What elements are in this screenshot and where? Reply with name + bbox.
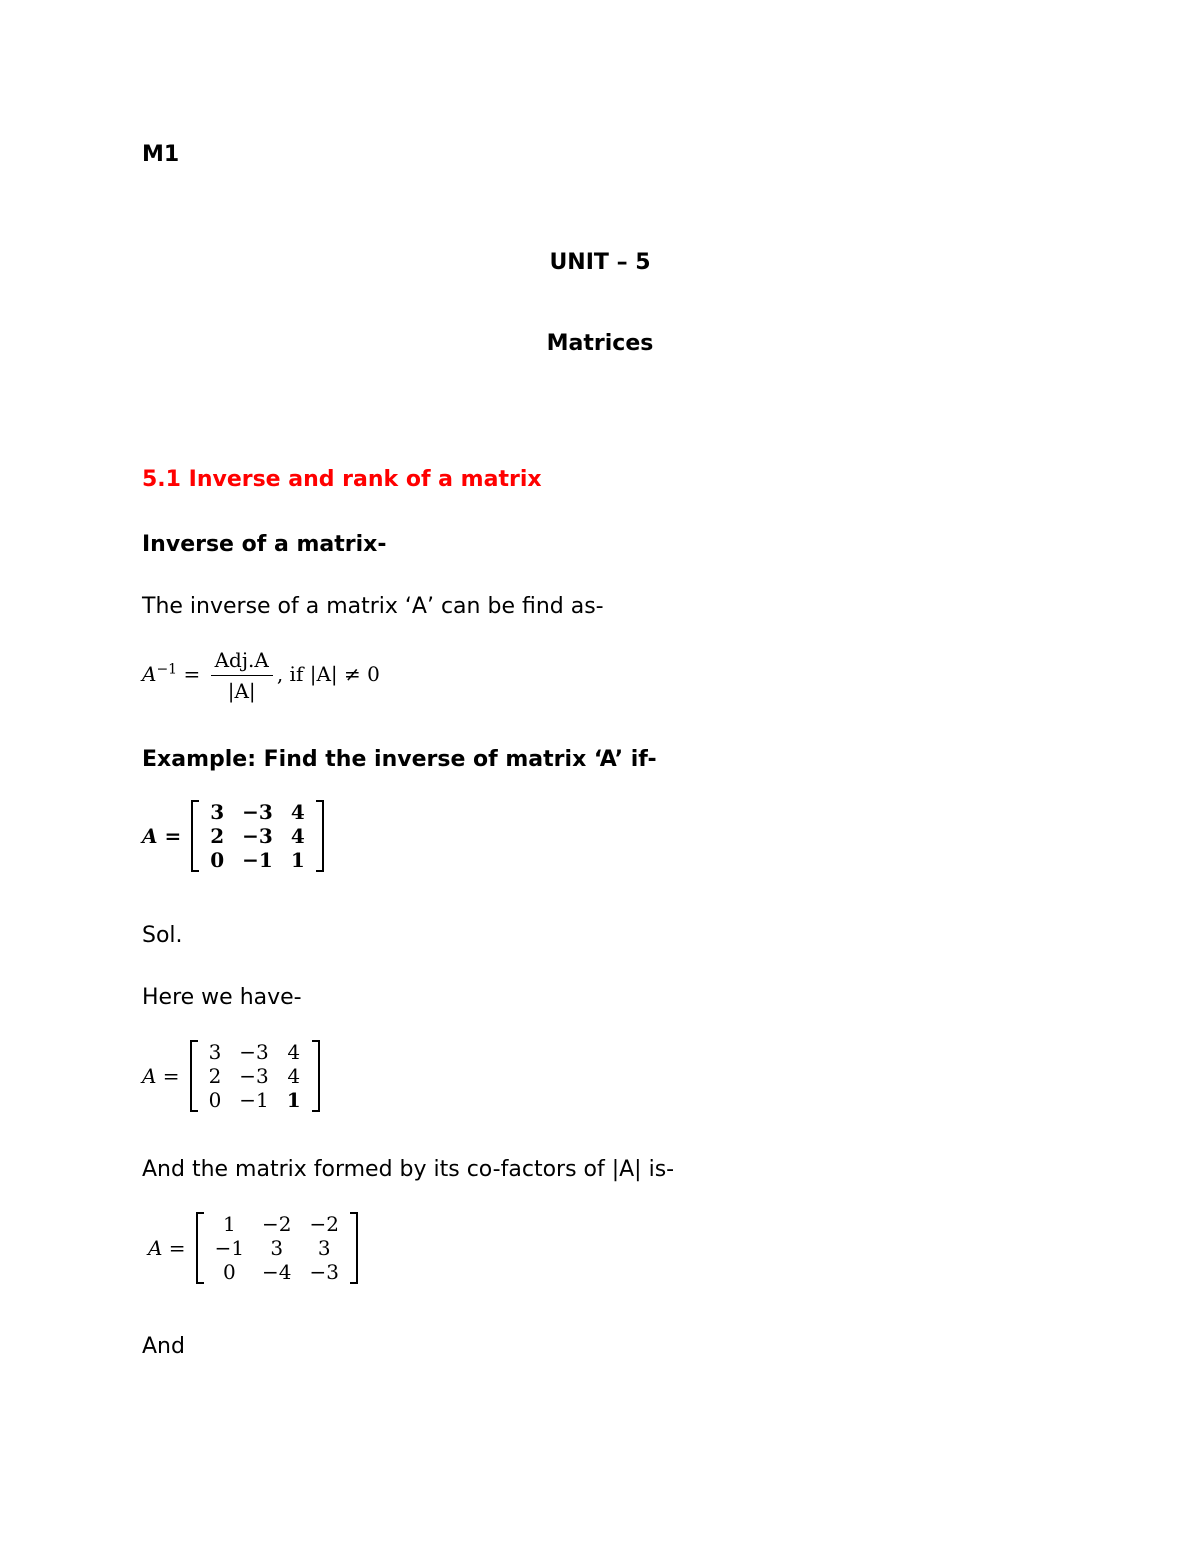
matrix-cell: −3 — [242, 800, 273, 824]
matrix-cell: −1 — [214, 1236, 245, 1260]
matrix-cell: −2 — [262, 1212, 292, 1236]
matrix-cell: −3 — [239, 1040, 269, 1064]
solution-here: Here we have- — [142, 985, 302, 1010]
matrix-cell: −3 — [239, 1064, 269, 1088]
matrix-cell: −4 — [262, 1260, 292, 1284]
formula-eq: = — [183, 662, 201, 686]
formula-sup: −1 — [156, 661, 178, 678]
matrix-cell: 2 — [210, 824, 225, 848]
solution-matrix-block — [142, 1040, 320, 1112]
matrix-cell: 0 — [208, 1088, 222, 1112]
formula-numerator: Adj.A — [211, 648, 273, 676]
inverse-heading: Inverse of a matrix- — [142, 532, 387, 557]
matrix-cell: −2 — [309, 1212, 340, 1236]
inverse-formula — [142, 648, 380, 703]
example-matrix-label: A = — [142, 824, 182, 848]
inverse-intro: The inverse of a matrix ‘A’ can be find as- — [142, 594, 604, 619]
matrix-cell: 1 — [286, 1088, 301, 1112]
solution-label: Sol. — [142, 923, 183, 948]
formula-lhs: A — [142, 662, 157, 686]
matrix-cell: 3 — [208, 1040, 222, 1064]
formula-fraction — [211, 648, 273, 703]
cofactor-matrix-label: A = — [148, 1236, 186, 1260]
matrix-cell: −1 — [239, 1088, 269, 1112]
matrix-cell: 3 — [270, 1236, 284, 1260]
example-heading: Example: Find the inverse of matrix ‘A’ if- — [142, 747, 657, 772]
unit-subtitle: Matrices — [546, 331, 654, 356]
and-text: And — [142, 1334, 185, 1359]
example-matrix-block — [142, 800, 324, 872]
matrix-cell: 3 — [210, 800, 225, 824]
formula-condition: , if |A| ≠ 0 — [276, 662, 380, 686]
formula-denominator: |A| — [227, 679, 256, 703]
cofactor-text: And the matrix formed by its co-factors of |A| is- — [142, 1157, 675, 1182]
matrix-cell: 1 — [290, 848, 305, 872]
matrix-cell: 4 — [290, 824, 305, 848]
matrix-cell: 4 — [287, 1040, 301, 1064]
matrix-cell: 4 — [290, 800, 305, 824]
matrix-cell: 1 — [222, 1212, 236, 1236]
cofactor-matrix-block — [142, 1212, 358, 1284]
solution-matrix-label: A = — [142, 1064, 180, 1088]
matrix-cell: 4 — [287, 1064, 301, 1088]
unit-title: UNIT – 5 — [549, 250, 651, 275]
solution-matrix — [190, 1040, 320, 1112]
matrix-cell: 2 — [208, 1064, 222, 1088]
matrix-cell: 0 — [210, 848, 225, 872]
example-matrix — [191, 800, 324, 872]
section-heading: 5.1 Inverse and rank of a matrix — [142, 467, 542, 492]
document-code: M1 — [142, 142, 180, 167]
matrix-cell: 3 — [317, 1236, 331, 1260]
matrix-cell: −3 — [242, 824, 273, 848]
matrix-cell: −1 — [242, 848, 273, 872]
matrix-cell: −3 — [309, 1260, 340, 1284]
cofactor-matrix — [196, 1212, 358, 1284]
matrix-cell: 0 — [222, 1260, 236, 1284]
